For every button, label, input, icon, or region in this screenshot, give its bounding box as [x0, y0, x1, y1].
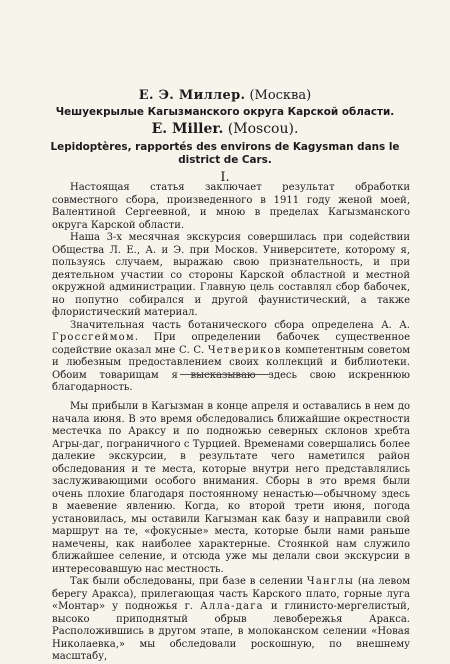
author-fr-city: (Moscou).	[227, 121, 299, 137]
text-run: компетентным советом и любезным предоставлением своих коллекций и библиотеки. Обоим товарищам я высказываю здесь свою искреннюю благодарность.	[52, 344, 410, 393]
travel-narrative-section	[52, 401, 410, 664]
author-fr	[40, 121, 410, 137]
place-name: Алла-дага	[200, 601, 264, 612]
place-name: Чанглы	[306, 576, 355, 587]
author-ru	[40, 88, 410, 103]
paragraph: Мы прибыли в Кагызман в конце апреля и оставались в нем до начала июня. В это время обследовались ближайшие окрестности местечка по Араксу и по подножью северных склонов хребта Агры-даг, пограничного с Турцией. Временами совершались более далекие экскурсии, в результате чего наметился район обследования и те места, которые внутри него представлялись заслуживающими особого внимания. Сборы в это время были очень плохие благодаря постоянному ненастью—обычному здесь в маевение явлению. Когда, ко второй трети июня, погода установилась, мы оставили Кагызман как базу и направили свой маршрут на те, «фокусные» места, которые были нами раньше намечены, как наиболее характерные. Стоянкой нам служило ближайшее селение, и отсюда уже мы делали свои экскурсии в интересовавшую нас местность.	[52, 401, 410, 575]
text-run: Так были обследованы, при базе в селении	[70, 576, 307, 587]
person-name: Четвериков	[207, 344, 282, 356]
title-ru: Чешуекрылые Кагызманского округа Карской области.	[55, 106, 395, 118]
author-ru-city: (Москва)	[249, 88, 312, 103]
author-fr-name: E. Miller.	[151, 121, 224, 137]
author-ru-name: Е. Э. Миллер.	[138, 88, 246, 103]
section-number: I.	[220, 170, 230, 185]
title-fr: Lepidoptères, rapportés des environs de Kagysman dans le district de Cars.	[50, 141, 400, 166]
text-run: (на левом берегу Аракса), прилегающая часть Карского плато, горные луга «Монтар» у подножья г.	[52, 576, 410, 612]
text-run: и глинисто-мергелистый, высоко приподнятый обрыв левобережья Аракса. Расположившись в другом этапе, в молоканском селении «Новая Николаевка,» мы обследовали роскошную, по внешнему масштабу,	[52, 601, 410, 662]
paragraph	[52, 576, 410, 664]
text-run: . При определении бабочек существенное содействие оказал мне С. С.	[52, 332, 410, 356]
paragraph: Настоящая статья заключает результат обработки совместного сбора, произведенного в 1911 году женой моей, Валентиной Сергеевной, и мною в пределах Кагызманского округа Карской области.	[52, 182, 410, 231]
text-run: Значительная часть ботанического сбора определена А. А.	[70, 319, 410, 331]
paragraph: Наша 3-х месячная экскурсия совершилась при содействии Общества Л. Е., А. и Э. при Москов. Университете, которому я, пользуясь случаем, выражаю свою признательность, и при деятельном участии со стороны Карской областной и местной окружной администрации. Главную цель составлял сбор бабочек, но попутно собирался и другой фаунистический, а также флористический материал.	[52, 232, 410, 318]
section-divider	[180, 374, 270, 375]
paragraph	[52, 320, 410, 395]
introduction-section	[52, 182, 410, 395]
person-name: Гроссгеймом	[52, 332, 135, 343]
